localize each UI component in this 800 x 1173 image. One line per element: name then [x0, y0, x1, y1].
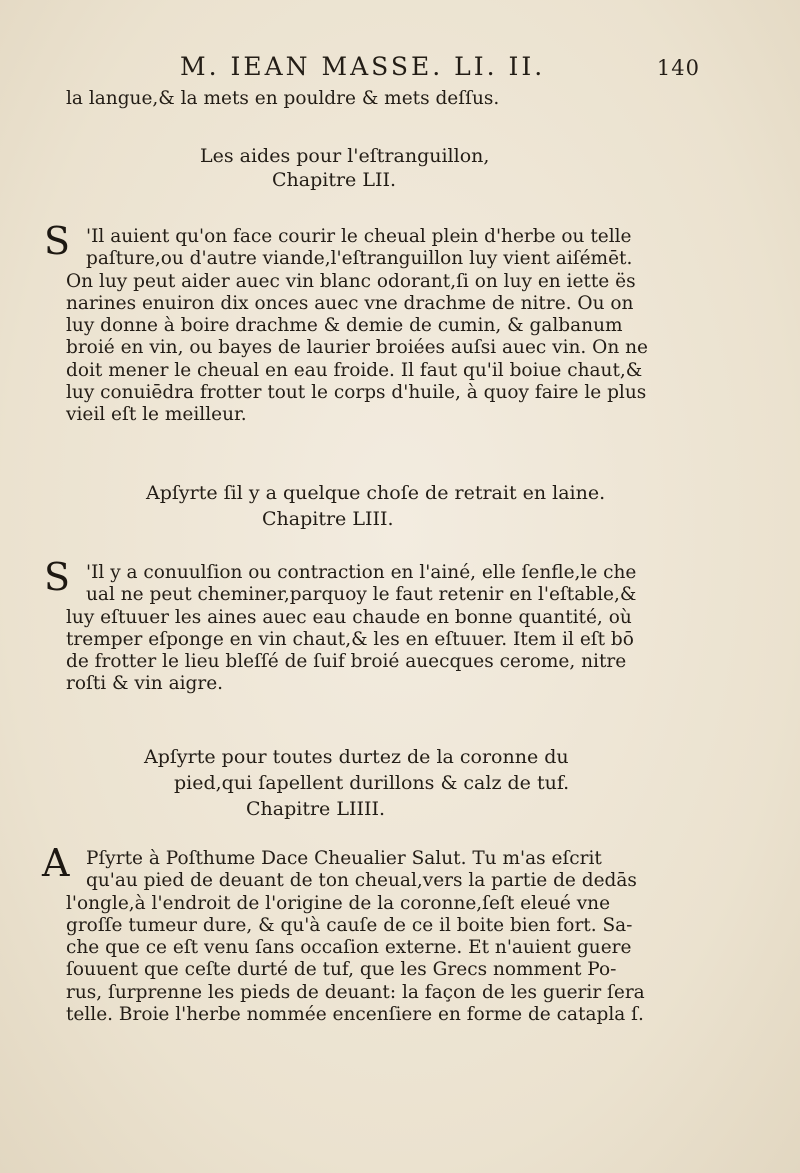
text-line: paſture,ou d'autre viande,l'eſtranguillon luy vient aiſémēt. [86, 248, 633, 270]
text-line: roſti & vin aigre. [66, 673, 224, 695]
text-line: Pſyrte à Poſthume Dace Cheualier Salut. Tu m'as eſcrit [86, 848, 602, 869]
chapter-54-title-line-1: Apſyrte pour toutes durtez de la coronne du [144, 746, 569, 768]
chapter-52-title-line-1: Les aides pour l'eſtranguillon, [200, 145, 490, 167]
chapter-52-drop-cap: S [44, 219, 71, 263]
text-line: luy conuiēdra frotter tout le corps d'huile, à quoy faire le plus [66, 382, 647, 404]
text-line: narines enuiron dix onces auec vne drachme de nitre. Ou on [66, 292, 634, 314]
text-line: che que ce eſt venu ſans occaſion externe. Et n'auient guere [66, 937, 632, 959]
chapter-54-drop-cap: A [42, 841, 70, 885]
chapter-52-title-line-2: Chapitre LII. [272, 169, 397, 191]
text-line: la langue,& la mets en pouldre & mets deſſus. [66, 88, 500, 109]
text-line: broié en vin, ou bayes de laurier broiées auſsi auec vin. On ne [66, 337, 649, 359]
text-line: luy donne à boire drachme & demie de cumin, & galbanum [66, 315, 623, 337]
chapter-53-body [66, 562, 666, 696]
text-line: 'Il y a conuulſion ou contraction en l'ainé, elle ſenfle,le che [86, 562, 637, 583]
text-line: ſouuent que ceſte durté de tuf, que les Grecs nomment Po- [66, 959, 617, 981]
text-line: groſſe tumeur dure, & qu'à cauſe de ce il boite bien fort. Sa- [66, 914, 633, 936]
page-number: 140 [656, 56, 700, 80]
continuation-text [66, 88, 666, 110]
text-line: ual ne peut cheminer,parquoy le faut retenir en l'eſtable,& [86, 584, 637, 606]
text-line: vieil eſt le meilleur. [66, 404, 247, 426]
text-line: qu'au pied de deuant de ton cheual,vers la partie de dedās [86, 870, 637, 892]
text-line: de frotter le lieu bleſſé de ſuif broié auecques cerome, nitre [66, 651, 627, 673]
chapter-53-drop-cap: S [44, 555, 71, 599]
text-line: tremper eſponge en vin chaut,& les en eſtuuer. Item il eſt bō [66, 628, 634, 650]
running-title: M. IEAN MASSE. LI. II. [180, 52, 546, 81]
chapter-53-title-line-1: Apſyrte ſil y a quelque choſe de retrait en laine. [146, 482, 606, 504]
text-line: rus, ſurprenne les pieds de deuant: la façon de les guerir ſera [66, 981, 645, 1003]
text-line: doit mener le cheual en eau froide. Il faut qu'il boiue chaut,& [66, 359, 643, 381]
chapter-54-title-line-3: Chapitre LIIII. [246, 798, 386, 820]
text-line: 'Il auient qu'on face courir le cheual plein d'herbe ou telle [86, 226, 632, 247]
chapter-52-body [66, 226, 666, 427]
text-line: l'ongle,à l'endroit de l'origine de la coronne,ſeſt eleué vne [66, 892, 611, 914]
chapter-53-title-line-2: Chapitre LIII. [262, 508, 394, 530]
text-line: On luy peut aider auec vin blanc odorant,ſi on luy en iette ës [66, 270, 636, 292]
text-line: luy eſtuuer les aines auec eau chaude en bonne quantité, où [66, 606, 632, 628]
chapter-54-body [66, 848, 666, 1026]
text-line: telle. Broie l'herbe nommée encenſiere en forme de catapla ſ. [66, 1004, 644, 1026]
chapter-54-title-line-2: pied,qui ſapellent durillons & calz de tuf. [174, 772, 570, 794]
